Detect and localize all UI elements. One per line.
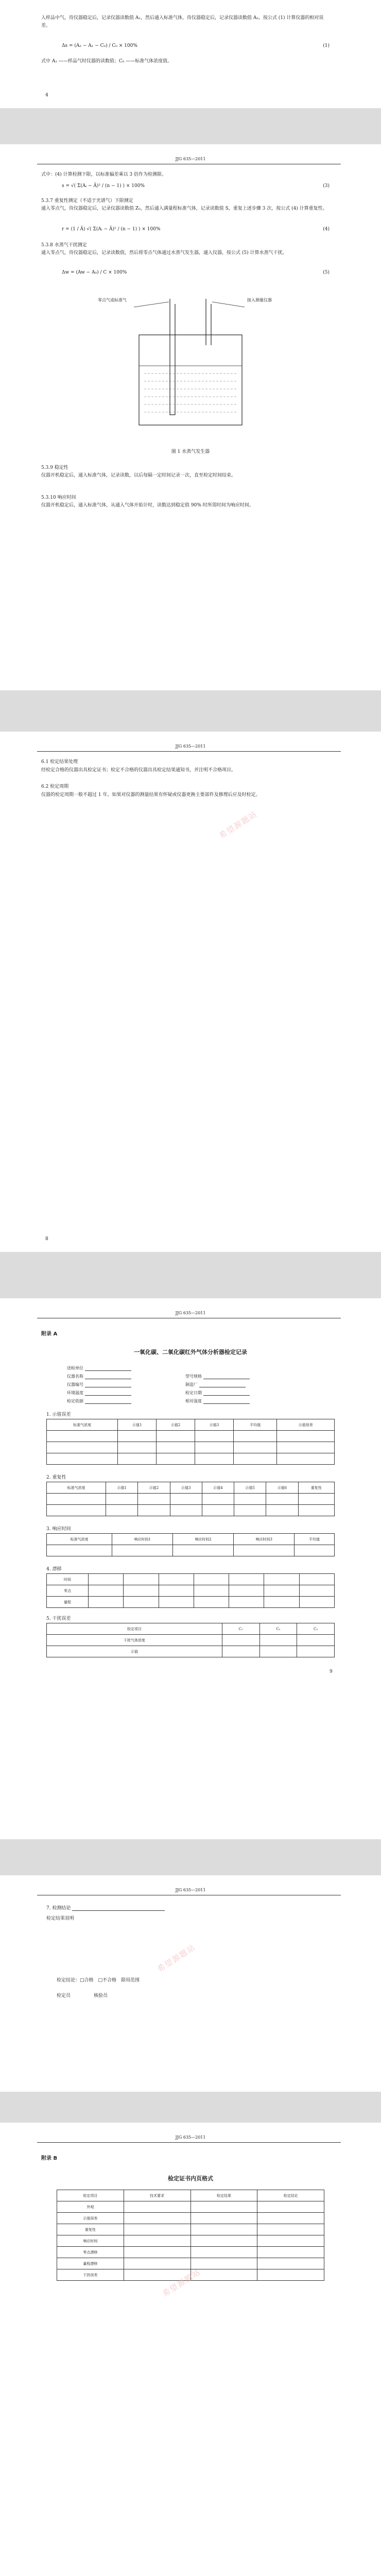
document-page-4 bbox=[0, 1298, 381, 1839]
page-number: 8 bbox=[45, 1236, 48, 1242]
header-rule bbox=[37, 2142, 341, 2143]
section-heading: 4. 漂移 bbox=[46, 1567, 62, 1572]
document-page-1 bbox=[0, 0, 381, 108]
figure-label-left: 零点气或标准气 bbox=[98, 298, 127, 302]
interference-table: 检定项目 C₁ C₂ C₃ 干扰气体浓度 示值 bbox=[46, 1623, 335, 1657]
water-vapor-generator-figure bbox=[103, 289, 278, 443]
paragraph: 6.1 检定结果处理 bbox=[41, 759, 78, 765]
watermark: 希望源题站 bbox=[161, 2267, 203, 2299]
paragraph: 式中：(4) 计算检测下限，以标准偏差乘以 3 倍作为检测限。 bbox=[41, 172, 167, 177]
equation-number: (5) bbox=[323, 270, 330, 275]
form-field: 环境温度 bbox=[67, 1390, 131, 1396]
indication-error-table: 标准气浓度 示值1 示值2 示值3 平均值 示值误差 bbox=[46, 1419, 335, 1465]
form-field: 仪器编号 bbox=[67, 1382, 131, 1387]
section-heading: 5.3.10 响应时间 bbox=[41, 495, 76, 500]
form-field: 检定结果说明 bbox=[46, 1916, 75, 1921]
paragraph: 6.2 检定周期 bbox=[41, 784, 69, 789]
formula-text: Δs = (A₂ − A₁ − C₀) / C₀ × 100% bbox=[62, 43, 137, 48]
section-heading: 2. 重复性 bbox=[46, 1475, 66, 1480]
form-field: 型号规格 bbox=[185, 1374, 250, 1379]
paragraph: 式中 A₁ ——样品气时仪器的读数值；C₀ ——标准气体浓度值。 bbox=[41, 59, 172, 64]
formula-text: r = (1 / Ā) √( Σ(Aᵢ − Ā)² / (n − 1) ) × 100% bbox=[62, 227, 161, 232]
paragraph: 通入零点气，待仪器稳定后，记录读数值，然后将零点气体通过水蒸气发生器，通入仪器，按公式 (5) 计算水蒸气干扰。 bbox=[41, 250, 287, 256]
section-heading: 1. 示值误差 bbox=[46, 1412, 71, 1417]
doc-code: JJG 635—2011 bbox=[175, 1888, 206, 1892]
page-number: 4 bbox=[45, 93, 48, 98]
doc-code: JJG 635—2011 bbox=[175, 2135, 206, 2140]
form-field: 制造厂 bbox=[185, 1382, 246, 1387]
record-title: 一氧化碳、二氧化碳红外气体分析器检定记录 bbox=[134, 1349, 247, 1355]
document-page-5 bbox=[0, 1875, 381, 2092]
section-heading: 5.3.7 重复性测定（不适于光谱气）下限测定 bbox=[41, 198, 133, 204]
figure-caption: 图 1 水蒸气发生器 bbox=[171, 449, 210, 454]
paragraph: 经检定合格的仪器出具检定证书；检定不合格的仪器出具检定结果通知书，并注明不合格项目。 bbox=[41, 768, 236, 773]
drift-table: 时间 零点 量程 bbox=[46, 1573, 335, 1608]
paragraph: 仪器开机稳定后，通入标准气体，从通入气体开始计时，读数达到稳定值 90% 时所需时间为响应时间。 bbox=[41, 503, 254, 508]
form-field: 相对湿度 bbox=[185, 1398, 250, 1404]
annex-label: 附录 A bbox=[41, 1331, 58, 1337]
repeatability-table: 标准气浓度 示值1 示值2 示值3 示值4 示值5 示值6 重复性 bbox=[46, 1482, 335, 1516]
form-field: 7. 检测结论 bbox=[46, 1904, 165, 1911]
watermark: 希望源题站 bbox=[217, 809, 259, 841]
equation-number: (1) bbox=[323, 43, 330, 48]
page-number: 9 bbox=[330, 1669, 333, 1674]
doc-code: JJG 635—2011 bbox=[175, 744, 206, 749]
formula bbox=[62, 270, 330, 275]
document-page-3 bbox=[0, 732, 381, 1252]
section-heading: 3. 响应时间 bbox=[46, 1527, 71, 1532]
paragraph: 仪器开机稳定后，通入标准气体，记录读数，以后每隔一定时间记录一次，直至检定时间结束。 bbox=[41, 473, 236, 478]
document-page-6 bbox=[0, 2123, 381, 2576]
section-heading: 5.3.9 稳定性 bbox=[41, 465, 68, 470]
form-field: 检定日期 bbox=[185, 1390, 250, 1396]
figure-label-right: 接入测量仪器 bbox=[247, 298, 272, 302]
table-title: 检定证书内页格式 bbox=[168, 2175, 213, 2182]
form-field: 检定依据 bbox=[67, 1398, 131, 1404]
watermark: 希望源题站 bbox=[155, 1942, 198, 1974]
formula bbox=[62, 227, 330, 232]
section-heading: 5. 干扰误差 bbox=[46, 1616, 71, 1621]
paragraph: 仪器的检定周期一般不超过 1 年。如果对仪器的测量结果有怀疑或仪器更换主要部件及修理后应及时检定。 bbox=[41, 792, 261, 798]
formula bbox=[62, 183, 330, 189]
response-time-table: 标准气浓度 响应时间1 响应时间2 响应时间3 平均值 bbox=[46, 1533, 335, 1556]
doc-code: JJG 635—2011 bbox=[175, 1311, 206, 1315]
formula-text: s = √( Σ(Aᵢ − Ā)² / (n − 1) ) × 100% bbox=[62, 183, 145, 189]
form-field: 仪器名称 bbox=[67, 1374, 131, 1379]
paragraph: 通入零点气，待仪器稳定后，记录仪器读数值 Z₀，然后通入满量程标准气体，记录读数值 S，重复上述步骤 3 次，按公式 (4) 计算重复性。 bbox=[41, 206, 327, 211]
certificate-format-table: 检定项目 技术要求 检定结果 检定结论 外观 示值误差 重复性 响应时间 零点漂移 量程漂移 干扰误差 bbox=[57, 2190, 324, 2281]
paragraph: 入样品中气，待仪器稳定后，记录仪器读数值 A₁，然后通入标准气体，待仪器稳定后，记录仪器读数值 A₂。按公式 (1) 计算仪器的相对误差。 bbox=[41, 15, 324, 28]
header-rule bbox=[37, 751, 341, 752]
formula bbox=[62, 43, 330, 48]
signature-line: 检定员 核验员 bbox=[57, 1993, 108, 1998]
equation-number: (4) bbox=[323, 227, 330, 232]
document-page-2 bbox=[0, 144, 381, 690]
formula-text: Δw = (Aw − A₀) / C × 100% bbox=[62, 270, 127, 275]
equation-number: (3) bbox=[323, 183, 330, 189]
section-heading: 5.3.8 水蒸气干扰测定 bbox=[41, 243, 87, 248]
doc-code: JJG 635—2011 bbox=[175, 157, 206, 161]
conclusion-checkboxes: 检定结论：□合格 □不合格 限用范围 bbox=[57, 1978, 140, 1983]
annex-label: 附录 B bbox=[41, 2156, 58, 2161]
form-field: 送检单位 bbox=[67, 1365, 131, 1371]
